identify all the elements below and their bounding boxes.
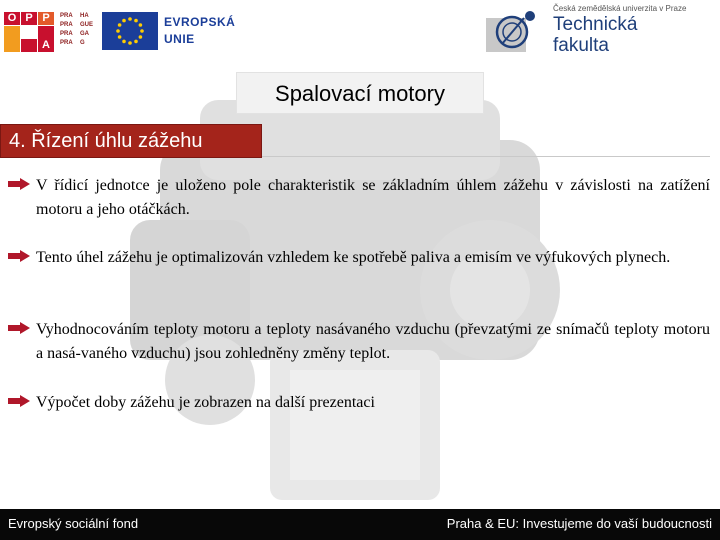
- eu-logo-line1: EVROPSKÁ: [164, 15, 236, 29]
- faculty-university-name: Česká zemědělská univerzita v Praze: [553, 4, 687, 13]
- bullet-text: Vyhodnocováním teploty motoru a teploty nasávaného vzduchu (převzatými ze snímačů teploty motoru a nasá-vaného vzduchu) jsou zohledněny změny teplot.: [36, 321, 710, 362]
- faculty-name: [553, 14, 638, 56]
- faculty-name-line1: Technická: [553, 14, 638, 35]
- section-heading: 4. Řízení úhlu zážehu: [9, 130, 203, 152]
- eu-logo-line2: UNIE: [164, 32, 195, 46]
- footer-right-text: Praha & EU: Investujeme do vaší budoucnosti: [446, 516, 712, 531]
- praha-line: G: [80, 40, 85, 46]
- opp-letter-grid: [4, 10, 56, 52]
- praha-line: HA: [80, 13, 89, 19]
- bullet-arrow-icon: [8, 395, 30, 407]
- praha-line: GUE: [80, 22, 94, 28]
- opp-letter: P: [38, 12, 54, 25]
- bullet-text: V řídicí jednotce je uloženo pole charakteristik se základním úhlem zážehu v závislosti na zatížení motoru a jeho otáčkách.: [36, 177, 710, 218]
- praha-line: PRA: [60, 40, 73, 46]
- faculty-name-line2: fakulta: [553, 35, 609, 56]
- faculty-emblem-icon: [484, 8, 546, 56]
- praha-text-col1: [60, 12, 73, 48]
- praha-line: PRA: [60, 22, 73, 28]
- opp-letter: A: [38, 39, 54, 52]
- praha-line: PRA: [60, 13, 73, 19]
- opp-letter: P: [21, 12, 37, 25]
- heading-divider: [262, 156, 710, 157]
- footer-left-text: Evropský sociální fond: [8, 516, 139, 531]
- section-heading-box: [0, 124, 262, 158]
- slide-title-box: [236, 72, 484, 114]
- opp-square: [4, 26, 20, 39]
- opp-square: [4, 39, 20, 52]
- opp-praha-logo: [4, 10, 100, 52]
- footer-bar: [0, 509, 720, 540]
- praha-line: PRA: [60, 31, 73, 37]
- slide-title: Spalovací motory: [275, 81, 445, 106]
- eu-logo-text: [164, 14, 235, 48]
- praha-text-col2: [80, 12, 93, 48]
- opp-square: [21, 26, 37, 39]
- eu-flag-icon: [102, 12, 158, 50]
- opp-letter: O: [4, 12, 20, 25]
- praha-line: GA: [80, 31, 89, 37]
- bullet-arrow-icon: [8, 178, 30, 190]
- bullet-arrow-icon: [8, 250, 30, 262]
- opp-square: [21, 39, 37, 52]
- bullet-text: Výpočet doby zážehu je zobrazen na další prezentaci: [36, 394, 375, 411]
- opp-square: [38, 26, 54, 39]
- bullet-arrow-icon: [8, 322, 30, 334]
- bullet-text: Tento úhel zážehu je optimalizován vzhledem ke spotřebě paliva a emisím ve výfukových plynech.: [36, 249, 671, 266]
